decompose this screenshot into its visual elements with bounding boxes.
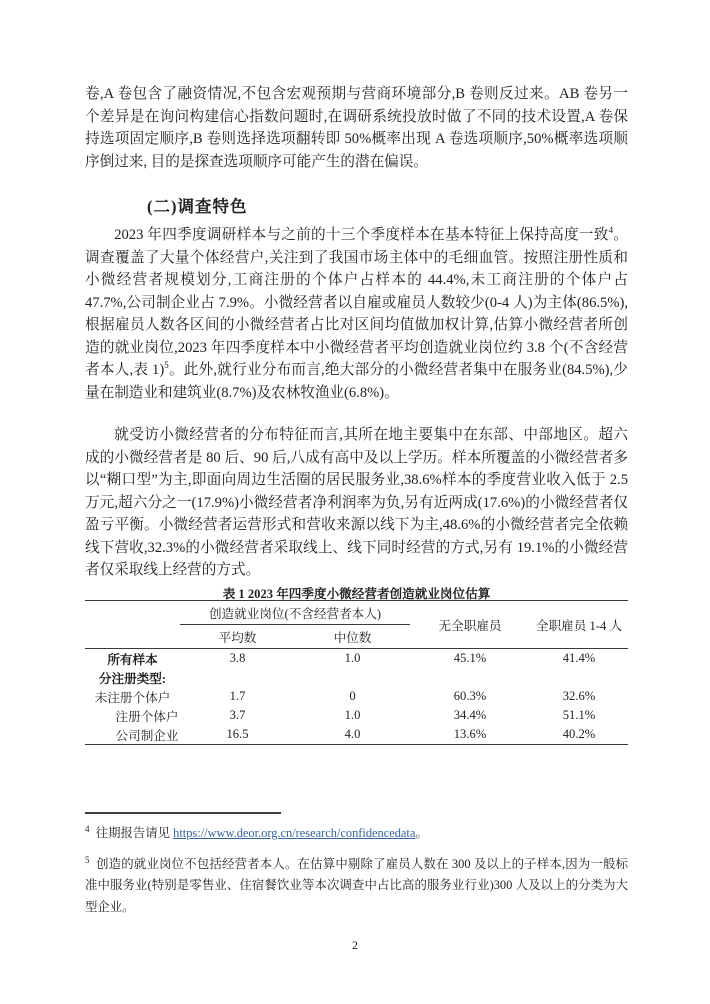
jobs-estimate-table <box>85 600 628 745</box>
cell-median <box>295 668 410 687</box>
footnote-ref-4[interactable]: 4 <box>608 225 614 236</box>
footnote-5-marker: 5 <box>85 854 90 865</box>
table-header-fulltime-1-4: 全职雇员 1-4 人 <box>535 619 623 633</box>
table-row-corporate <box>85 725 628 745</box>
cell-no-fulltime: 13.6% <box>453 727 487 741</box>
paragraph-text: 2023 年四季度调研样本与之前的十三个季度样本在基本特征上保持高度一致 <box>114 227 609 243</box>
footnote-ref-5[interactable]: 5 <box>164 360 169 371</box>
footnote-5-text: 创造的就业岗位不包括经营者本人。在估算中剔除了雇员人数在 300 及以上的子样本,因为一般标准中服务业(特别是零售业、住宿餐饮业等本次调查中占比高的服务业行业)300 人及以上的分类为大型企业。 <box>85 856 628 914</box>
cell-median: 0 <box>349 689 356 703</box>
paragraph-text: 。调查覆盖了大量个体经营户,关注到了我国市场主体中的毛细血管。按照注册性质和小微经营者规模划分,工商注册的个体户占样本的 44.4%,未工商注册的个体户占 47.7%,公司制企业占 7.9%。小微经营者以自雇或雇员人数较少(0-4 人)为主体(86.5%),根据雇员人数各区间的小微经营者占比对区间均值做加权计算,估算小微经营者所创造的就业岗位,2023 年四季度样本中小微经营者平均创造就业岗位约 3.8 个(不含经营者本人,表 1) <box>85 227 628 378</box>
cell-fulltime-1-4: 51.1% <box>562 708 596 722</box>
table-header-median: 中位数 <box>333 631 372 645</box>
cell-no-fulltime <box>410 668 530 687</box>
footnote-5 <box>85 854 628 919</box>
table-corner-cell <box>85 601 180 649</box>
table-group-header: 创造就业岗位(不含经营者本人) <box>180 601 410 625</box>
cell-fulltime-1-4: 40.2% <box>562 727 596 741</box>
cell-mean: 1.7 <box>229 689 246 703</box>
cell-fulltime-1-4: 32.6% <box>562 689 596 703</box>
row-label: 所有样本 <box>85 649 180 669</box>
page-number: 2 <box>352 938 358 952</box>
paragraph-text: 。此外,就行业分布而言,绝大部分的小微经营者集中在服务业(84.5%),少量在制造业和建筑业(8.7%)及农林牧渔业(6.8%)。 <box>85 362 628 401</box>
cell-no-fulltime: 60.3% <box>453 689 487 703</box>
paragraph-sample-characteristics <box>85 224 628 404</box>
footnote-4-text-after: 。 <box>415 826 428 840</box>
table-row-unregistered <box>85 687 628 706</box>
row-label: 分注册类型: <box>98 672 167 686</box>
footnote-4-link[interactable]: https://www.deor.org.cn/research/confidencedata <box>173 826 416 840</box>
paragraph-distribution-features: 就受访小微经营者的分布特征而言,其所在地主要集中在东部、中部地区。超六成的小微经营者是 80 后、90 后,八成有高中及以上学历。样本所覆盖的小微经营者多以“糊口型”为主,即面向周边生活圈的居民服务业,38.6%样本的季度营业收入低于 2.5 万元,超六分之一(17.9%)小微经营者净利润率为负,另有近两成(17.6%)的小微经营者仅盈亏平衡。小微经营者运营形式和营收来源以线下为主,48.6%的小微经营者完全依赖线下营收,32.3%的小微经营者采取线上、线下同时经营的方式,另有 19.1%的小微经营者仅采取线上经营的方式。 <box>85 427 628 578</box>
cell-no-fulltime: 34.4% <box>453 708 487 722</box>
cell-mean: 3.8 <box>180 649 295 669</box>
table-row-all-samples <box>85 649 628 669</box>
footnote-divider <box>85 812 281 814</box>
cell-mean: 16.5 <box>226 727 249 741</box>
cell-fulltime-1-4 <box>530 668 628 687</box>
cell-median: 4.0 <box>344 727 361 741</box>
table-title: 表 1 2023 年四季度小微经营者创造就业岗位估算 <box>222 587 491 601</box>
paragraph-survey-design: 卷,A 卷包含了融资情况,不包含宏观预期与营商环境部分,B 卷则反过来。AB 卷另一个差异是在询问构建信心指数问题时,在调研系统投放时做了不同的技术设置,A 卷保持选项固定顺序,B 卷则选择选项翻转即 50%概率出现 A 卷选项顺序,50%概率选项顺序倒过来, 目的是探查选项顺序可能产生的潜在偏误。 <box>85 86 628 170</box>
footnote-4-text: 往期报告请见 <box>95 826 174 840</box>
row-label: 未注册个体户 <box>94 691 171 705</box>
footnote-4-marker: 4 <box>85 823 90 834</box>
cell-median: 1.0 <box>344 708 361 722</box>
cell-fulltime-1-4: 41.4% <box>530 649 628 669</box>
footnote-4 <box>85 823 628 845</box>
table-row-registered <box>85 706 628 725</box>
section-heading-survey-features: (二)调查特色 <box>147 197 248 216</box>
table-header-no-fulltime: 无全职雇员 <box>438 619 502 633</box>
row-label: 注册个体户 <box>115 710 179 724</box>
footnote-section <box>85 812 628 927</box>
table-header-mean: 平均数 <box>218 631 257 645</box>
cell-mean <box>180 668 295 687</box>
cell-mean: 3.7 <box>229 708 246 722</box>
cell-median: 1.0 <box>295 649 410 669</box>
row-label: 公司制企业 <box>115 729 179 743</box>
table-row-by-registration-type <box>85 668 628 687</box>
cell-no-fulltime: 45.1% <box>410 649 530 669</box>
